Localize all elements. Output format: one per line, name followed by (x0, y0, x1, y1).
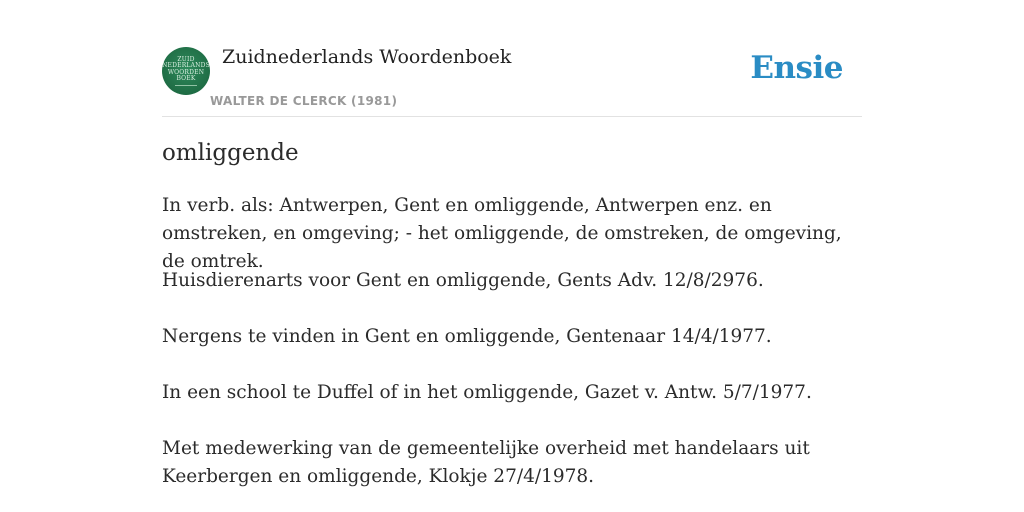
entry-definition: In verb. als: Antwerpen, Gent en omliggende, Antwerpen enz. en omstreken, en omgeving; - het omliggende, de omstreken, de omgeving, de omtrek. (162, 195, 842, 272)
example-citation: Huisdierenarts voor Gent en omliggende, Gents Adv. 12/8/2976. (162, 270, 764, 291)
example-citation: Nergens te vinden in Gent en omliggende, Gentenaar 14/4/1977. (162, 326, 772, 347)
page-container (162, 0, 862, 487)
logo-text-line: WOORDEN (167, 68, 205, 76)
entry-term: omliggende (162, 140, 299, 166)
entry-body (162, 192, 862, 487)
logo-text-line: NEDERLANDS (162, 62, 210, 69)
book-title-link[interactable]: Zuidnederlands Woordenboek (222, 46, 512, 68)
example-citation: Met medewerking van de gemeentelijke overheid met handelaars uit Keerbergen en omliggende, Klokje 27/4/1978. (162, 438, 810, 487)
book-logo[interactable] (162, 47, 210, 95)
book-author: WALTER DE CLERCK (1981) (210, 94, 398, 108)
logo-text-line: ZUID (177, 55, 195, 63)
example-citation: In een school te Duffel of in het omliggende, Gazet v. Antw. 5/7/1977. (162, 382, 812, 403)
brand-logo-link[interactable]: Ensie (750, 50, 843, 86)
header (162, 0, 862, 117)
logo-text-line: BOEK (176, 75, 196, 82)
logo-divider (175, 85, 197, 86)
